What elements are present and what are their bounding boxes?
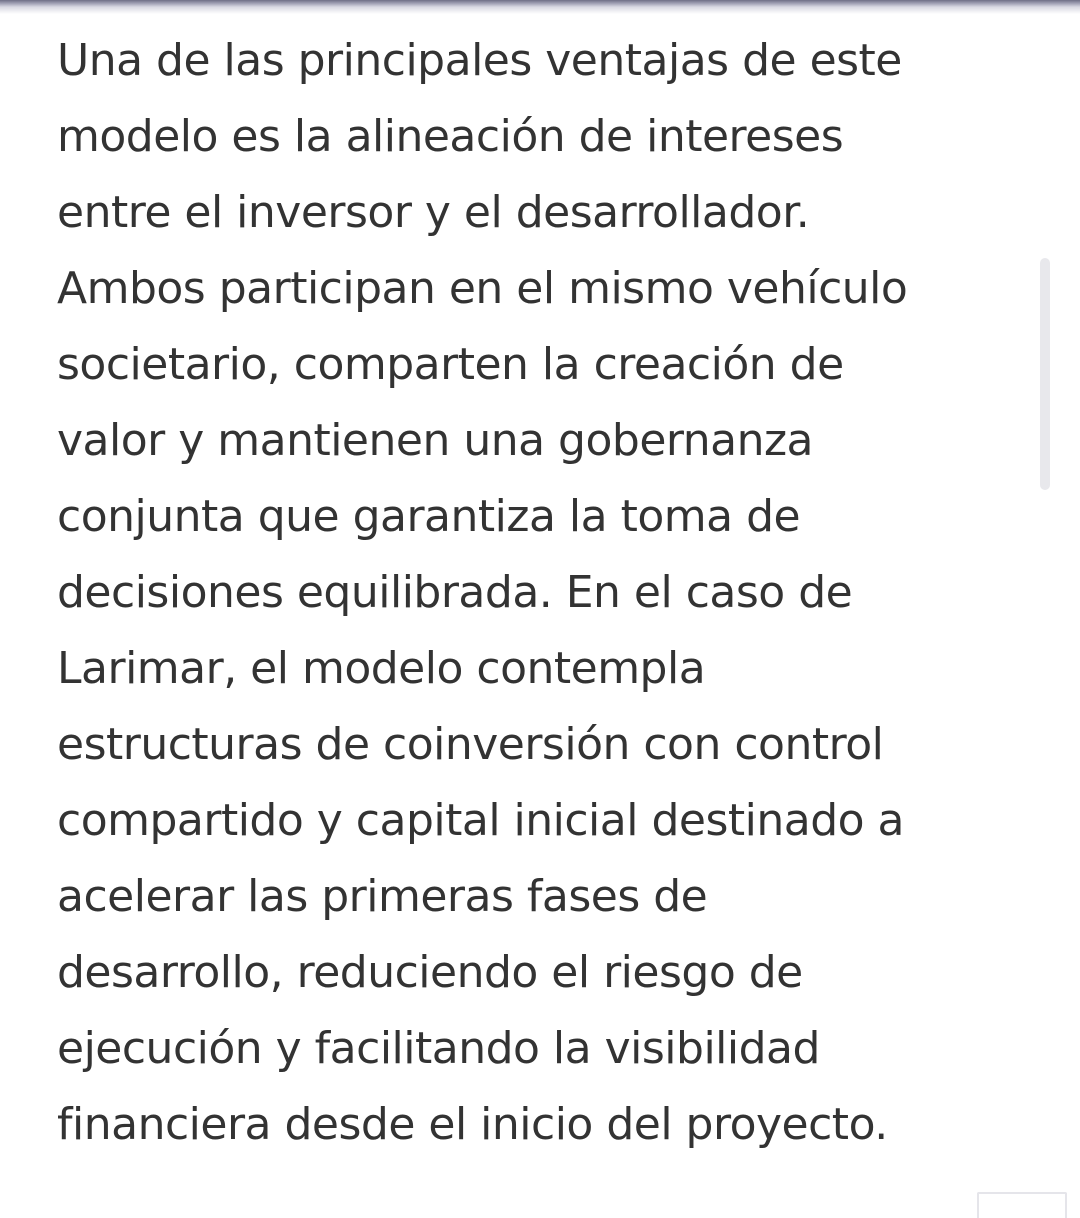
paragraph-line: compartido y capital inicial destinado a [57,795,905,846]
paragraph-line: Ambos participan en el mismo vehículo [57,263,908,314]
top-shadow [0,0,1080,14]
paragraph-line: Larimar, el modelo contempla [57,643,706,694]
paragraph-line: Una de las principales ventajas de este [57,35,902,86]
paragraph-line: ejecución y facilitando la visibilidad [57,1023,820,1074]
paragraph-line: societario, comparten la creación de [57,339,844,390]
article-paragraph [57,23,1047,1163]
scrollbar-thumb[interactable] [1040,258,1050,490]
article-body [57,23,1047,1163]
paragraph-line: modelo es la alineación de intereses [57,111,844,162]
paragraph-line: conjunta que garantiza la toma de [57,491,801,542]
paragraph-line: estructuras de coinversión con control [57,719,884,770]
paragraph-line: decisiones equilibrada. En el caso de [57,567,853,618]
paragraph-line: desarrollo, reduciendo el riesgo de [57,947,803,998]
paragraph-line: financiera desde el inicio del proyecto. [57,1099,888,1150]
floating-widget[interactable] [977,1192,1067,1218]
paragraph-line: acelerar las primeras fases de [57,871,708,922]
paragraph-line: entre el inversor y el desarrollador. [57,187,810,238]
paragraph-line: valor y mantienen una gobernanza [57,415,814,466]
